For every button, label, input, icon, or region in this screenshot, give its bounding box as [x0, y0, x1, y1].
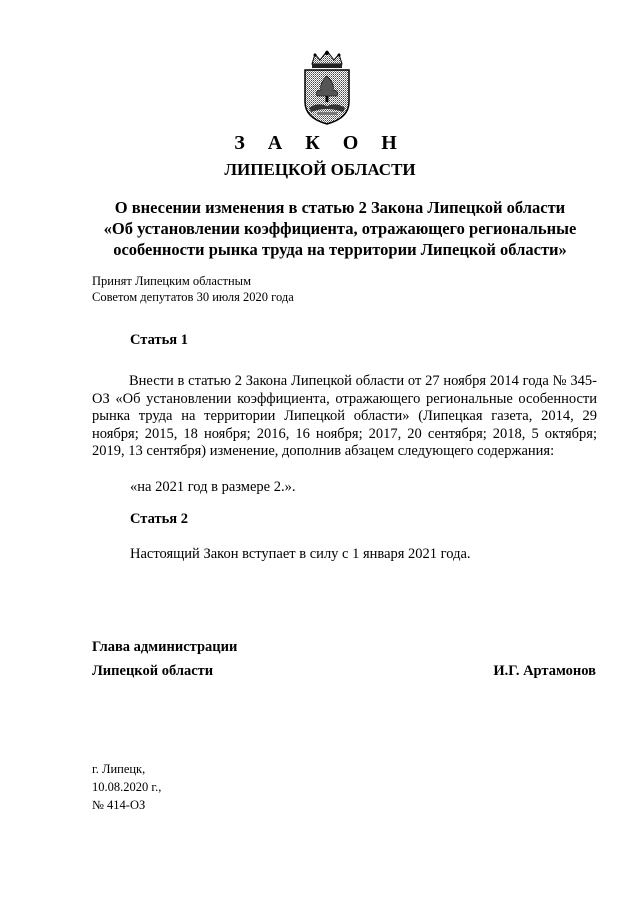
article-1-heading: Статья 1: [130, 332, 188, 348]
document-footer: [92, 760, 161, 814]
law-name-line: О внесении изменения в статью 2 Закона Липецкой области: [114, 198, 566, 217]
footer-number: № 414-ОЗ: [92, 798, 146, 812]
signatory-position-line: Глава администрации: [92, 639, 238, 655]
law-name: [85, 197, 595, 260]
signatory-position: [92, 635, 237, 683]
law-name-line: особенности рынка труда на территории Липецкой области»: [113, 240, 567, 259]
signatory-name: И.Г. Артамонов: [493, 663, 596, 679]
footer-city: г. Липецк,: [92, 762, 146, 776]
signatory-position-line: Липецкой области: [92, 663, 214, 679]
adoption-note-line: Принят Липецким областным: [92, 274, 251, 288]
coat-of-arms-icon: [299, 50, 355, 126]
footer-date: 10.08.2020 г.,: [92, 780, 162, 794]
document-title: З А К О Н: [234, 132, 406, 154]
article-2-heading: Статья 2: [130, 511, 188, 527]
document-subtitle: ЛИПЕЦКОЙ ОБЛАСТИ: [224, 160, 416, 179]
article-1-body: Внести в статью 2 Закона Липецкой области от 27 ноября 2014 года № 345-ОЗ «Об установлении коэффициента, отражающего региональные особенности рынка труда на территории Липецкой области» (Липецкая газета, 2014, 29 ноября; 2015, 18 ноября; 2016, 16 ноября; 2017, 20 сентября; 2018, 5 октября; 2019, 13 сентября) изменение, дополнив абзацем следующего содержания:: [92, 373, 597, 460]
law-name-line: «Об установлении коэффициента, отражающего региональные: [103, 219, 577, 238]
adoption-note-line: Советом депутатов 30 июля 2020 года: [92, 290, 294, 304]
article-2-body: Настоящий Закон вступает в силу с 1 января 2021 года.: [130, 546, 471, 562]
adoption-note: [92, 273, 294, 305]
article-1-quote: «на 2021 год в размере 2.».: [130, 479, 296, 495]
